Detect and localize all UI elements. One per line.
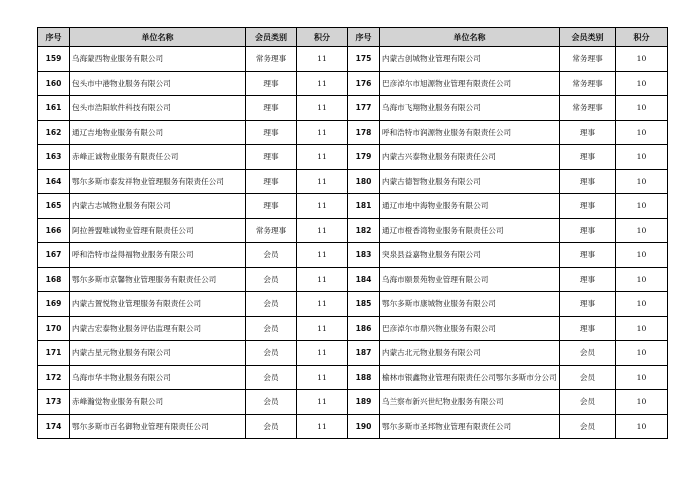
score-cell-right: 10	[616, 316, 668, 341]
score-cell-right: 10	[616, 218, 668, 243]
member-type-cell-right: 常务理事	[560, 96, 616, 121]
seq-cell-left: 169	[38, 292, 70, 317]
seq-cell-left: 174	[38, 414, 70, 439]
seq-cell-right: 177	[348, 96, 380, 121]
member-type-cell-right: 理事	[560, 194, 616, 219]
table-row	[38, 47, 668, 72]
header-seq-right: 序号	[348, 28, 380, 47]
table-header-row	[38, 28, 668, 47]
table-row	[38, 414, 668, 439]
score-cell-left: 11	[297, 218, 348, 243]
member-type-cell-left: 会员	[246, 341, 297, 366]
seq-cell-right: 185	[348, 292, 380, 317]
member-type-cell-left: 理事	[246, 120, 297, 145]
member-type-cell-left: 会员	[246, 365, 297, 390]
score-cell-right: 10	[616, 120, 668, 145]
score-cell-right: 10	[616, 267, 668, 292]
unit-name-cell-left: 内蒙古星元物业服务有限公司	[70, 341, 246, 366]
unit-name-cell-right: 鄂尔多斯市康城物业服务有限公司	[380, 292, 560, 317]
table-row	[38, 365, 668, 390]
header-type-left: 会员类别	[246, 28, 297, 47]
seq-cell-left: 171	[38, 341, 70, 366]
unit-name-cell-right: 内蒙古创城物业管理有限公司	[380, 47, 560, 72]
score-cell-left: 11	[297, 316, 348, 341]
seq-cell-right: 175	[348, 47, 380, 72]
seq-cell-left: 164	[38, 169, 70, 194]
table-row	[38, 145, 668, 170]
member-type-cell-left: 理事	[246, 71, 297, 96]
seq-cell-right: 187	[348, 341, 380, 366]
seq-cell-left: 163	[38, 145, 70, 170]
score-cell-right: 10	[616, 243, 668, 268]
member-type-cell-right: 理事	[560, 169, 616, 194]
unit-name-cell-left: 内蒙古置悦物业管理服务有限责任公司	[70, 292, 246, 317]
member-type-cell-right: 会员	[560, 414, 616, 439]
table-row	[38, 267, 668, 292]
score-cell-left: 11	[297, 47, 348, 72]
score-cell-right: 10	[616, 47, 668, 72]
seq-cell-right: 179	[348, 145, 380, 170]
table-row	[38, 218, 668, 243]
unit-name-cell-right: 乌海市颐景苑物业管理有限公司	[380, 267, 560, 292]
score-cell-right: 10	[616, 414, 668, 439]
member-type-cell-left: 会员	[246, 243, 297, 268]
seq-cell-right: 182	[348, 218, 380, 243]
unit-name-cell-left: 鄂尔多斯市泰发祥物业管理服务有限责任公司	[70, 169, 246, 194]
header-name-left: 单位名称	[70, 28, 246, 47]
unit-name-cell-left: 通辽吉地物业服务有限公司	[70, 120, 246, 145]
unit-name-cell-right: 内蒙古北元物业服务有限公司	[380, 341, 560, 366]
score-cell-right: 10	[616, 96, 668, 121]
score-cell-left: 11	[297, 243, 348, 268]
score-cell-right: 10	[616, 390, 668, 415]
table-row	[38, 243, 668, 268]
score-cell-right: 10	[616, 71, 668, 96]
member-type-cell-right: 理事	[560, 218, 616, 243]
score-cell-left: 11	[297, 96, 348, 121]
header-score-left: 积分	[297, 28, 348, 47]
table-row	[38, 316, 668, 341]
unit-name-cell-left: 乌海蒙西物业服务有限公司	[70, 47, 246, 72]
seq-cell-left: 165	[38, 194, 70, 219]
table-row	[38, 194, 668, 219]
score-cell-right: 10	[616, 194, 668, 219]
unit-name-cell-left: 鄂尔多斯市京馨物业管理服务有限责任公司	[70, 267, 246, 292]
seq-cell-left: 170	[38, 316, 70, 341]
header-seq-left: 序号	[38, 28, 70, 47]
member-type-cell-right: 理事	[560, 316, 616, 341]
seq-cell-left: 160	[38, 71, 70, 96]
score-cell-left: 11	[297, 145, 348, 170]
member-type-cell-left: 理事	[246, 145, 297, 170]
table-row	[38, 390, 668, 415]
score-cell-right: 10	[616, 341, 668, 366]
member-type-cell-left: 会员	[246, 292, 297, 317]
header-score-right: 积分	[616, 28, 668, 47]
table-row	[38, 96, 668, 121]
unit-name-cell-right: 巴彦淖尔市鼎兴物业服务有限公司	[380, 316, 560, 341]
member-type-cell-right: 理事	[560, 292, 616, 317]
header-name-right: 单位名称	[380, 28, 560, 47]
member-type-cell-left: 理事	[246, 96, 297, 121]
seq-cell-left: 168	[38, 267, 70, 292]
seq-cell-right: 186	[348, 316, 380, 341]
seq-cell-left: 166	[38, 218, 70, 243]
member-type-cell-left: 会员	[246, 390, 297, 415]
table-row	[38, 169, 668, 194]
score-cell-left: 11	[297, 120, 348, 145]
unit-name-cell-right: 突泉县益嘉物业服务有限公司	[380, 243, 560, 268]
unit-name-cell-left: 鄂尔多斯市百名御物业管理有限责任公司	[70, 414, 246, 439]
member-type-cell-right: 常务理事	[560, 71, 616, 96]
table-row	[38, 292, 668, 317]
unit-name-cell-right: 呼和浩特市润源物业服务有限责任公司	[380, 120, 560, 145]
unit-name-cell-left: 内蒙古宏泰物业服务评估监理有限公司	[70, 316, 246, 341]
table-row	[38, 341, 668, 366]
member-type-cell-left: 会员	[246, 414, 297, 439]
table-row	[38, 120, 668, 145]
seq-cell-left: 161	[38, 96, 70, 121]
member-type-cell-right: 会员	[560, 365, 616, 390]
member-type-cell-right: 会员	[560, 390, 616, 415]
seq-cell-right: 188	[348, 365, 380, 390]
seq-cell-right: 178	[348, 120, 380, 145]
member-type-cell-left: 会员	[246, 316, 297, 341]
member-type-cell-right: 理事	[560, 120, 616, 145]
table-row	[38, 71, 668, 96]
unit-name-cell-right: 内蒙古德智物业服务有限公司	[380, 169, 560, 194]
unit-name-cell-left: 内蒙古志城物业服务有限公司	[70, 194, 246, 219]
score-cell-left: 11	[297, 390, 348, 415]
member-type-cell-left: 理事	[246, 169, 297, 194]
score-cell-left: 11	[297, 267, 348, 292]
member-type-cell-right: 理事	[560, 267, 616, 292]
score-cell-left: 11	[297, 292, 348, 317]
score-cell-left: 11	[297, 365, 348, 390]
header-type-right: 会员类别	[560, 28, 616, 47]
member-type-cell-left: 常务理事	[246, 47, 297, 72]
unit-name-cell-left: 阿拉善盟唯诚物业管理有限责任公司	[70, 218, 246, 243]
document-page	[37, 27, 667, 439]
seq-cell-right: 176	[348, 71, 380, 96]
score-cell-left: 11	[297, 169, 348, 194]
score-cell-right: 10	[616, 145, 668, 170]
seq-cell-right: 180	[348, 169, 380, 194]
member-type-cell-right: 理事	[560, 243, 616, 268]
member-type-cell-right: 常务理事	[560, 47, 616, 72]
unit-name-cell-left: 呼和浩特市益得福物业服务有限公司	[70, 243, 246, 268]
seq-cell-left: 172	[38, 365, 70, 390]
score-cell-left: 11	[297, 71, 348, 96]
unit-name-cell-right: 通辽市橙香湾物业服务有限责任公司	[380, 218, 560, 243]
score-cell-left: 11	[297, 194, 348, 219]
unit-name-cell-right: 巴彦淖尔市旭源物业管理有限责任公司	[380, 71, 560, 96]
seq-cell-left: 162	[38, 120, 70, 145]
member-type-cell-right: 会员	[560, 341, 616, 366]
seq-cell-right: 183	[348, 243, 380, 268]
seq-cell-right: 190	[348, 414, 380, 439]
member-type-cell-left: 会员	[246, 267, 297, 292]
unit-name-cell-left: 包头市浩阳软件科技有限公司	[70, 96, 246, 121]
unit-name-cell-left: 包头市中港物业服务有限公司	[70, 71, 246, 96]
seq-cell-left: 173	[38, 390, 70, 415]
unit-name-cell-right: 榆林市银鑫物业管理有限责任公司鄂尔多斯市分公司	[380, 365, 560, 390]
score-cell-right: 10	[616, 292, 668, 317]
unit-name-cell-left: 赤峰正诚物业服务有限责任公司	[70, 145, 246, 170]
score-cell-left: 11	[297, 414, 348, 439]
score-cell-left: 11	[297, 341, 348, 366]
member-score-table	[37, 27, 668, 439]
seq-cell-left: 167	[38, 243, 70, 268]
unit-name-cell-left: 赤峰瀚觉物业服务有限公司	[70, 390, 246, 415]
seq-cell-left: 159	[38, 47, 70, 72]
unit-name-cell-right: 乌海市飞翔物业服务有限公司	[380, 96, 560, 121]
member-type-cell-left: 常务理事	[246, 218, 297, 243]
unit-name-cell-right: 乌兰察布新兴世纪物业服务有限公司	[380, 390, 560, 415]
unit-name-cell-right: 内蒙古兴泰物业服务有限责任公司	[380, 145, 560, 170]
seq-cell-right: 184	[348, 267, 380, 292]
member-type-cell-left: 理事	[246, 194, 297, 219]
unit-name-cell-left: 乌海市华丰物业服务有限公司	[70, 365, 246, 390]
unit-name-cell-right: 鄂尔多斯市圣邦物业管理有限责任公司	[380, 414, 560, 439]
member-type-cell-right: 理事	[560, 145, 616, 170]
seq-cell-right: 181	[348, 194, 380, 219]
score-cell-right: 10	[616, 365, 668, 390]
score-cell-right: 10	[616, 169, 668, 194]
seq-cell-right: 189	[348, 390, 380, 415]
unit-name-cell-right: 通辽市地中海物业服务有限公司	[380, 194, 560, 219]
